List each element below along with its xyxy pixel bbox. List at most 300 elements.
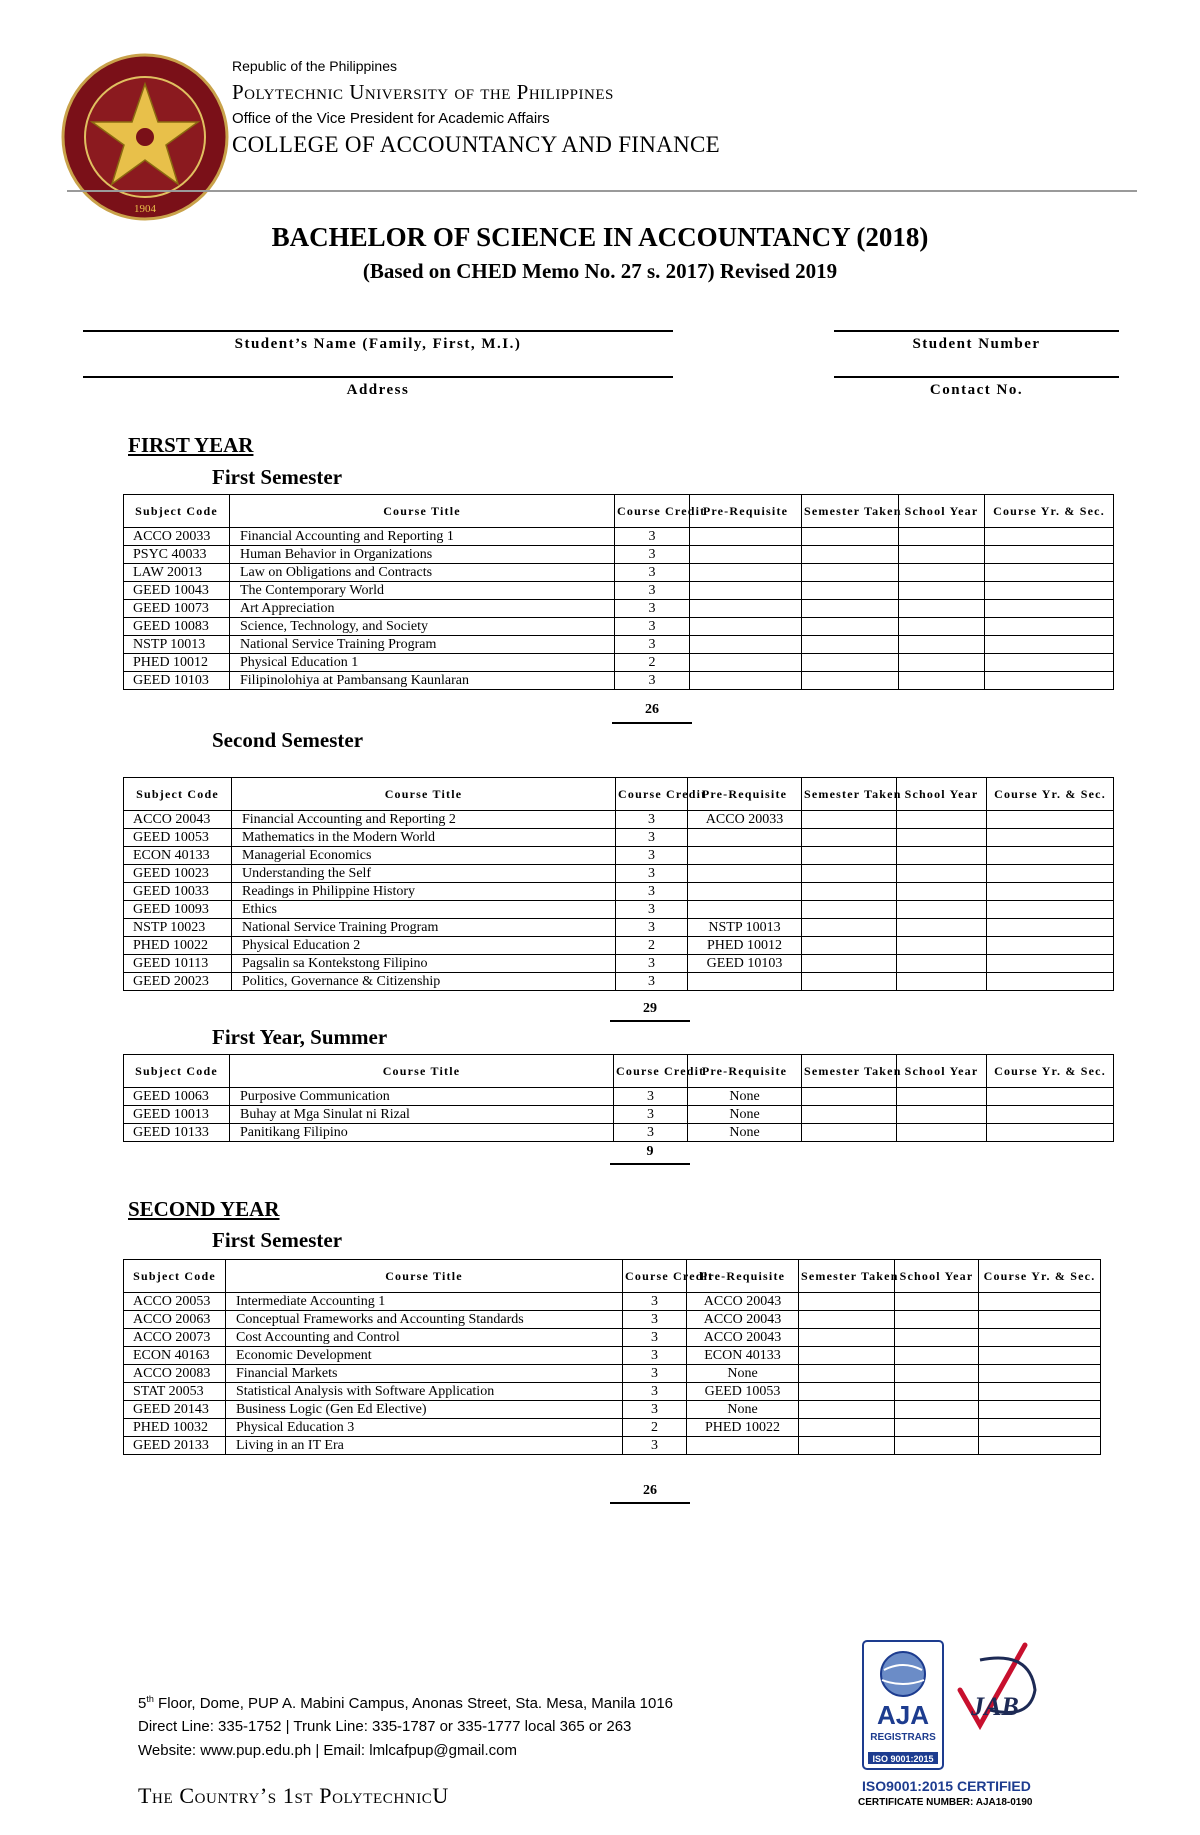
course-section-cell xyxy=(985,654,1114,672)
semester-taken-cell xyxy=(802,973,897,991)
course-credit: 3 xyxy=(615,600,690,618)
col-title: Course Title xyxy=(230,1055,614,1088)
course-title: National Service Training Program xyxy=(230,636,615,654)
course-title: Human Behavior in Organizations xyxy=(230,546,615,564)
footer-address-text: Floor, Dome, PUP A. Mabini Campus, Anonas Street, Sta. Mesa, Manila 1016 xyxy=(153,1695,674,1712)
fy-summer-table xyxy=(123,1054,1114,1142)
semester-taken-cell xyxy=(799,1419,895,1437)
table-row xyxy=(124,937,1114,955)
school-year-cell xyxy=(895,1437,979,1455)
semester-taken-cell xyxy=(802,582,899,600)
course-credit: 3 xyxy=(614,1124,688,1142)
aja-sub: REGISTRARS xyxy=(870,1732,936,1743)
school-year-cell xyxy=(895,1383,979,1401)
pre-requisite: ACCO 20033 xyxy=(688,811,802,829)
table-row xyxy=(124,582,1114,600)
col-sy: School Year xyxy=(897,1055,987,1088)
course-credit: 3 xyxy=(616,883,688,901)
col-credit: Course Credit xyxy=(616,778,688,811)
course-title: Mathematics in the Modern World xyxy=(232,829,616,847)
course-section-cell xyxy=(979,1347,1101,1365)
course-credit: 3 xyxy=(623,1437,687,1455)
table-row xyxy=(124,847,1114,865)
office-name: Office of the Vice President for Academic Affairs xyxy=(232,110,550,127)
subject-code: GEED 10043 xyxy=(124,582,230,600)
course-title: Pagsalin sa Kontekstong Filipino xyxy=(232,955,616,973)
subject-code: GEED 10063 xyxy=(124,1088,230,1106)
pre-requisite: None xyxy=(687,1365,799,1383)
course-title: Conceptual Frameworks and Accounting Standards xyxy=(226,1311,623,1329)
total-line xyxy=(610,1020,690,1022)
table-header-row xyxy=(124,495,1114,528)
table-row xyxy=(124,883,1114,901)
col-sy: School Year xyxy=(895,1260,979,1293)
page-title: BACHELOR OF SCIENCE IN ACCOUNTANCY (2018) xyxy=(271,222,929,252)
course-section-cell xyxy=(979,1437,1101,1455)
course-title: National Service Training Program xyxy=(232,919,616,937)
college-name: COLLEGE OF ACCOUNTANCY AND FINANCE xyxy=(232,132,720,157)
subject-code: ECON 40163 xyxy=(124,1347,226,1365)
pre-requisite xyxy=(688,883,802,901)
pre-requisite xyxy=(690,600,802,618)
subject-code: PHED 10012 xyxy=(124,654,230,672)
course-section-cell xyxy=(985,636,1114,654)
iso-certified-label: ISO9001:2015 CERTIFIED xyxy=(862,1778,1031,1794)
semester-taken-cell xyxy=(802,811,897,829)
school-year-cell xyxy=(895,1419,979,1437)
course-section-cell xyxy=(987,811,1114,829)
course-credit: 3 xyxy=(616,973,688,991)
fy-sem2-table xyxy=(123,777,1114,991)
table-row xyxy=(124,1383,1101,1401)
subject-code: GEED 10013 xyxy=(124,1106,230,1124)
table-row xyxy=(124,865,1114,883)
contact-line xyxy=(834,376,1119,378)
course-title: Ethics xyxy=(232,901,616,919)
subject-code: ECON 40133 xyxy=(124,847,232,865)
subject-code: ACCO 20063 xyxy=(124,1311,226,1329)
pre-requisite: GEED 10053 xyxy=(687,1383,799,1401)
course-credit: 3 xyxy=(623,1401,687,1419)
course-section-cell xyxy=(987,883,1114,901)
semester-taken-cell xyxy=(802,955,897,973)
semester-taken-cell xyxy=(802,1088,897,1106)
course-section-cell xyxy=(987,937,1114,955)
course-credit: 3 xyxy=(615,546,690,564)
course-title: Purposive Communication xyxy=(230,1088,614,1106)
pre-requisite: None xyxy=(688,1106,802,1124)
course-credit: 3 xyxy=(623,1347,687,1365)
pre-requisite xyxy=(690,546,802,564)
university-seal xyxy=(60,52,230,222)
school-year-cell xyxy=(899,564,985,582)
course-title: Statistical Analysis with Software Application xyxy=(226,1383,623,1401)
pre-requisite: GEED 10103 xyxy=(688,955,802,973)
table-row xyxy=(124,1347,1101,1365)
subject-code: ACCO 20033 xyxy=(124,528,230,546)
pre-requisite xyxy=(687,1437,799,1455)
page-subtitle: (Based on CHED Memo No. 27 s. 2017) Revised 2019 xyxy=(362,259,838,283)
subject-code: GEED 10033 xyxy=(124,883,232,901)
pre-requisite xyxy=(690,582,802,600)
col-sem: Semester Taken xyxy=(802,778,897,811)
course-title: Art Appreciation xyxy=(230,600,615,618)
course-section-cell xyxy=(987,847,1114,865)
pre-requisite: None xyxy=(687,1401,799,1419)
republic-label: Republic of the Philippines xyxy=(232,58,397,74)
pre-requisite xyxy=(690,672,802,690)
col-code: Subject Code xyxy=(124,495,230,528)
school-year-cell xyxy=(895,1365,979,1383)
course-credit: 3 xyxy=(616,829,688,847)
course-section-cell xyxy=(985,564,1114,582)
table-row xyxy=(124,528,1114,546)
school-year-cell xyxy=(899,636,985,654)
semester-taken-cell xyxy=(802,528,899,546)
course-title: Financial Accounting and Reporting 2 xyxy=(232,811,616,829)
name-line xyxy=(83,330,673,332)
school-year-cell xyxy=(899,672,985,690)
subject-code: GEED 20133 xyxy=(124,1437,226,1455)
pre-requisite: ACCO 20043 xyxy=(687,1293,799,1311)
course-section-cell xyxy=(979,1329,1101,1347)
total-line xyxy=(612,722,692,724)
course-credit: 3 xyxy=(623,1365,687,1383)
course-section-cell xyxy=(985,528,1114,546)
course-section-cell xyxy=(987,901,1114,919)
certificate-number: CERTIFICATE NUMBER: AJA18-0190 xyxy=(858,1797,1033,1808)
table-row xyxy=(124,1401,1101,1419)
course-credit: 3 xyxy=(615,672,690,690)
course-section-cell xyxy=(987,829,1114,847)
school-year-cell xyxy=(897,1124,987,1142)
table-row xyxy=(124,1311,1101,1329)
course-title: Living in an IT Era xyxy=(226,1437,623,1455)
school-year-cell xyxy=(897,919,987,937)
course-section-cell xyxy=(979,1383,1101,1401)
course-credit: 3 xyxy=(615,528,690,546)
col-credit: Course Credit xyxy=(615,495,690,528)
school-year-cell xyxy=(895,1293,979,1311)
pre-requisite: NSTP 10013 xyxy=(688,919,802,937)
pre-requisite xyxy=(690,618,802,636)
course-title: Business Logic (Gen Ed Elective) xyxy=(226,1401,623,1419)
contact-field-label: Contact No. xyxy=(929,382,1024,398)
school-year-cell xyxy=(897,937,987,955)
subject-code: GEED 10073 xyxy=(124,600,230,618)
col-sem: Semester Taken xyxy=(802,495,899,528)
semester-taken-cell xyxy=(802,1124,897,1142)
table-row xyxy=(124,546,1114,564)
col-code: Subject Code xyxy=(124,778,232,811)
pre-requisite: ECON 40133 xyxy=(687,1347,799,1365)
table-row xyxy=(124,811,1114,829)
footer-web: Website: www.pup.edu.ph | Email: lmlcafpup@gmail.com xyxy=(138,1742,518,1759)
table-row xyxy=(124,1124,1114,1142)
semester-taken-cell xyxy=(802,847,897,865)
semester-taken-cell xyxy=(799,1347,895,1365)
semester-taken-cell xyxy=(799,1329,895,1347)
semester-taken-cell xyxy=(802,919,897,937)
semester-taken-cell xyxy=(802,937,897,955)
school-year-cell xyxy=(895,1401,979,1419)
course-section-cell xyxy=(985,582,1114,600)
course-credit: 3 xyxy=(615,564,690,582)
school-year-cell xyxy=(895,1329,979,1347)
col-sy: School Year xyxy=(899,495,985,528)
university-name: Polytechnic University of the Philippines xyxy=(232,80,614,104)
subject-code: PSYC 40033 xyxy=(124,546,230,564)
course-title: Filipinolohiya at Pambansang Kaunlaran xyxy=(230,672,615,690)
subject-code: GEED 10133 xyxy=(124,1124,230,1142)
col-prereq: Pre-Requisite xyxy=(688,1055,802,1088)
school-year-cell xyxy=(897,1106,987,1124)
fy-sem2-total: 29 xyxy=(643,1001,657,1016)
sy-sem1-heading: First Semester xyxy=(212,1228,343,1252)
course-title: Physical Education 2 xyxy=(232,937,616,955)
subject-code: GEED 10023 xyxy=(124,865,232,883)
semester-taken-cell xyxy=(799,1365,895,1383)
pre-requisite xyxy=(690,654,802,672)
course-title: Financial Markets xyxy=(226,1365,623,1383)
footer-phone: Direct Line: 335-1752 | Trunk Line: 335-1787 or 335-1777 local 365 or 263 xyxy=(138,1718,632,1735)
course-credit: 3 xyxy=(616,865,688,883)
subject-code: ACCO 20083 xyxy=(124,1365,226,1383)
col-sec: Course Yr. & Sec. xyxy=(985,495,1114,528)
subject-code: STAT 20053 xyxy=(124,1383,226,1401)
course-title: Understanding the Self xyxy=(232,865,616,883)
fy-summer-total: 9 xyxy=(646,1144,654,1159)
col-sec: Course Yr. & Sec. xyxy=(987,1055,1114,1088)
pre-requisite xyxy=(690,528,802,546)
table-header-row xyxy=(124,1260,1101,1293)
subject-code: GEED 20023 xyxy=(124,973,232,991)
school-year-cell xyxy=(899,546,985,564)
school-year-cell xyxy=(897,901,987,919)
pre-requisite xyxy=(690,636,802,654)
table-row xyxy=(124,1088,1114,1106)
course-title: Financial Accounting and Reporting 1 xyxy=(230,528,615,546)
course-credit: 2 xyxy=(623,1419,687,1437)
semester-taken-cell xyxy=(802,636,899,654)
course-title: Readings in Philippine History xyxy=(232,883,616,901)
col-prereq: Pre-Requisite xyxy=(690,495,802,528)
footer-address: 5th Floor, Dome, PUP A. Mabini Campus, Anonas Street, Sta. Mesa, Manila 1016 xyxy=(138,1694,674,1712)
course-title: Intermediate Accounting 1 xyxy=(226,1293,623,1311)
course-credit: 3 xyxy=(614,1088,688,1106)
course-section-cell xyxy=(987,865,1114,883)
pre-requisite xyxy=(690,564,802,582)
course-title: The Contemporary World xyxy=(230,582,615,600)
course-credit: 2 xyxy=(615,654,690,672)
col-title: Course Title xyxy=(232,778,616,811)
course-section-cell xyxy=(985,672,1114,690)
semester-taken-cell xyxy=(802,829,897,847)
course-credit: 3 xyxy=(623,1383,687,1401)
total-line xyxy=(610,1163,690,1165)
subject-code: GEED 10083 xyxy=(124,618,230,636)
table-row xyxy=(124,600,1114,618)
course-credit: 3 xyxy=(616,847,688,865)
semester-taken-cell xyxy=(802,600,899,618)
semester-taken-cell xyxy=(802,654,899,672)
subject-code: PHED 10032 xyxy=(124,1419,226,1437)
school-year-cell xyxy=(895,1311,979,1329)
subject-code: ACCO 20043 xyxy=(124,811,232,829)
aja-label: AJA xyxy=(876,1700,930,1730)
school-year-cell xyxy=(897,865,987,883)
pre-requisite xyxy=(688,829,802,847)
fy-sem2-heading: Second Semester xyxy=(212,728,364,752)
col-credit: Course Credit xyxy=(623,1260,687,1293)
subject-code: NSTP 10013 xyxy=(124,636,230,654)
school-year-cell xyxy=(895,1347,979,1365)
course-title: Buhay at Mga Sinulat ni Rizal xyxy=(230,1106,614,1124)
col-code: Subject Code xyxy=(124,1260,226,1293)
course-section-cell xyxy=(979,1293,1101,1311)
sy-sem1-table xyxy=(123,1259,1101,1455)
school-year-cell xyxy=(897,955,987,973)
course-title: Managerial Economics xyxy=(232,847,616,865)
course-credit: 3 xyxy=(614,1106,688,1124)
name-field-label: Student’s Name (Family, First, M.I.) xyxy=(234,336,522,352)
course-credit: 3 xyxy=(616,901,688,919)
course-title: Economic Development xyxy=(226,1347,623,1365)
pre-requisite xyxy=(688,847,802,865)
semester-taken-cell xyxy=(799,1311,895,1329)
school-year-cell xyxy=(897,973,987,991)
course-section-cell xyxy=(985,546,1114,564)
pre-requisite xyxy=(688,973,802,991)
col-title: Course Title xyxy=(226,1260,623,1293)
col-sec: Course Yr. & Sec. xyxy=(979,1260,1101,1293)
course-section-cell xyxy=(987,1124,1114,1142)
table-row xyxy=(124,1419,1101,1437)
pre-requisite: ACCO 20043 xyxy=(687,1311,799,1329)
course-title: Physical Education 3 xyxy=(226,1419,623,1437)
semester-taken-cell xyxy=(802,883,897,901)
semester-taken-cell xyxy=(799,1437,895,1455)
course-section-cell xyxy=(987,973,1114,991)
table-row xyxy=(124,564,1114,582)
semester-taken-cell xyxy=(799,1383,895,1401)
col-code: Subject Code xyxy=(124,1055,230,1088)
subject-code: GEED 20143 xyxy=(124,1401,226,1419)
pre-requisite xyxy=(688,901,802,919)
total-line xyxy=(610,1502,690,1504)
semester-taken-cell xyxy=(799,1293,895,1311)
footer-tagline: The Country’s 1st PolytechnicU xyxy=(138,1783,449,1808)
semester-taken-cell xyxy=(802,672,899,690)
pre-requisite: None xyxy=(688,1088,802,1106)
subject-code: GEED 10053 xyxy=(124,829,232,847)
pre-requisite xyxy=(688,865,802,883)
pre-requisite: None xyxy=(688,1124,802,1142)
course-section-cell xyxy=(985,600,1114,618)
semester-taken-cell xyxy=(802,546,899,564)
aja-iso: ISO 9001:2015 xyxy=(872,1754,934,1764)
course-section-cell xyxy=(979,1419,1101,1437)
second-year-heading: SECOND YEAR xyxy=(128,1197,280,1221)
table-row xyxy=(124,618,1114,636)
fy-sem1-table xyxy=(123,494,1114,690)
aja-registrars-logo xyxy=(862,1640,944,1770)
table-header-row xyxy=(124,1055,1114,1088)
subject-code: ACCO 20053 xyxy=(124,1293,226,1311)
school-year-cell xyxy=(897,1088,987,1106)
course-title: Science, Technology, and Society xyxy=(230,618,615,636)
table-row xyxy=(124,1437,1101,1455)
col-credit: Course Credit xyxy=(614,1055,688,1088)
course-title: Law on Obligations and Contracts xyxy=(230,564,615,582)
subject-code: GEED 10103 xyxy=(124,672,230,690)
table-row xyxy=(124,636,1114,654)
jab-label: JAB xyxy=(971,1692,1019,1721)
course-credit: 3 xyxy=(615,636,690,654)
semester-taken-cell xyxy=(802,901,897,919)
course-credit: 3 xyxy=(623,1293,687,1311)
semester-taken-cell xyxy=(802,865,897,883)
col-prereq: Pre-Requisite xyxy=(687,1260,799,1293)
pre-requisite: PHED 10022 xyxy=(687,1419,799,1437)
table-header-row xyxy=(124,778,1114,811)
course-section-cell xyxy=(987,1106,1114,1124)
fy-sem1-total: 26 xyxy=(645,702,659,717)
semester-taken-cell xyxy=(802,618,899,636)
col-sy: School Year xyxy=(897,778,987,811)
address-field-label: Address xyxy=(346,382,410,398)
school-year-cell xyxy=(899,528,985,546)
subject-code: GEED 10093 xyxy=(124,901,232,919)
table-row xyxy=(124,1293,1101,1311)
col-prereq: Pre-Requisite xyxy=(688,778,802,811)
semester-taken-cell xyxy=(802,564,899,582)
course-title: Physical Education 1 xyxy=(230,654,615,672)
table-row xyxy=(124,654,1114,672)
subject-code: ACCO 20073 xyxy=(124,1329,226,1347)
table-row xyxy=(124,919,1114,937)
school-year-cell xyxy=(899,654,985,672)
semester-taken-cell xyxy=(802,1106,897,1124)
course-title: Panitikang Filipino xyxy=(230,1124,614,1142)
course-section-cell xyxy=(979,1401,1101,1419)
course-credit: 3 xyxy=(623,1311,687,1329)
course-title: Politics, Governance & Citizenship xyxy=(232,973,616,991)
school-year-cell xyxy=(897,883,987,901)
col-sec: Course Yr. & Sec. xyxy=(987,778,1114,811)
course-section-cell xyxy=(987,919,1114,937)
subject-code: PHED 10022 xyxy=(124,937,232,955)
course-section-cell xyxy=(987,1088,1114,1106)
table-row xyxy=(124,1365,1101,1383)
school-year-cell xyxy=(897,811,987,829)
address-line xyxy=(83,376,673,378)
course-credit: 3 xyxy=(615,582,690,600)
school-year-cell xyxy=(897,847,987,865)
pre-requisite: PHED 10012 xyxy=(688,937,802,955)
seal-year: 1904 xyxy=(134,203,156,215)
course-section-cell xyxy=(987,955,1114,973)
course-title: Cost Accounting and Control xyxy=(226,1329,623,1347)
subject-code: NSTP 10023 xyxy=(124,919,232,937)
course-section-cell xyxy=(979,1365,1101,1383)
table-row xyxy=(124,672,1114,690)
table-row xyxy=(124,1106,1114,1124)
course-credit: 3 xyxy=(616,811,688,829)
school-year-cell xyxy=(899,582,985,600)
course-section-cell xyxy=(985,618,1114,636)
table-row xyxy=(124,829,1114,847)
